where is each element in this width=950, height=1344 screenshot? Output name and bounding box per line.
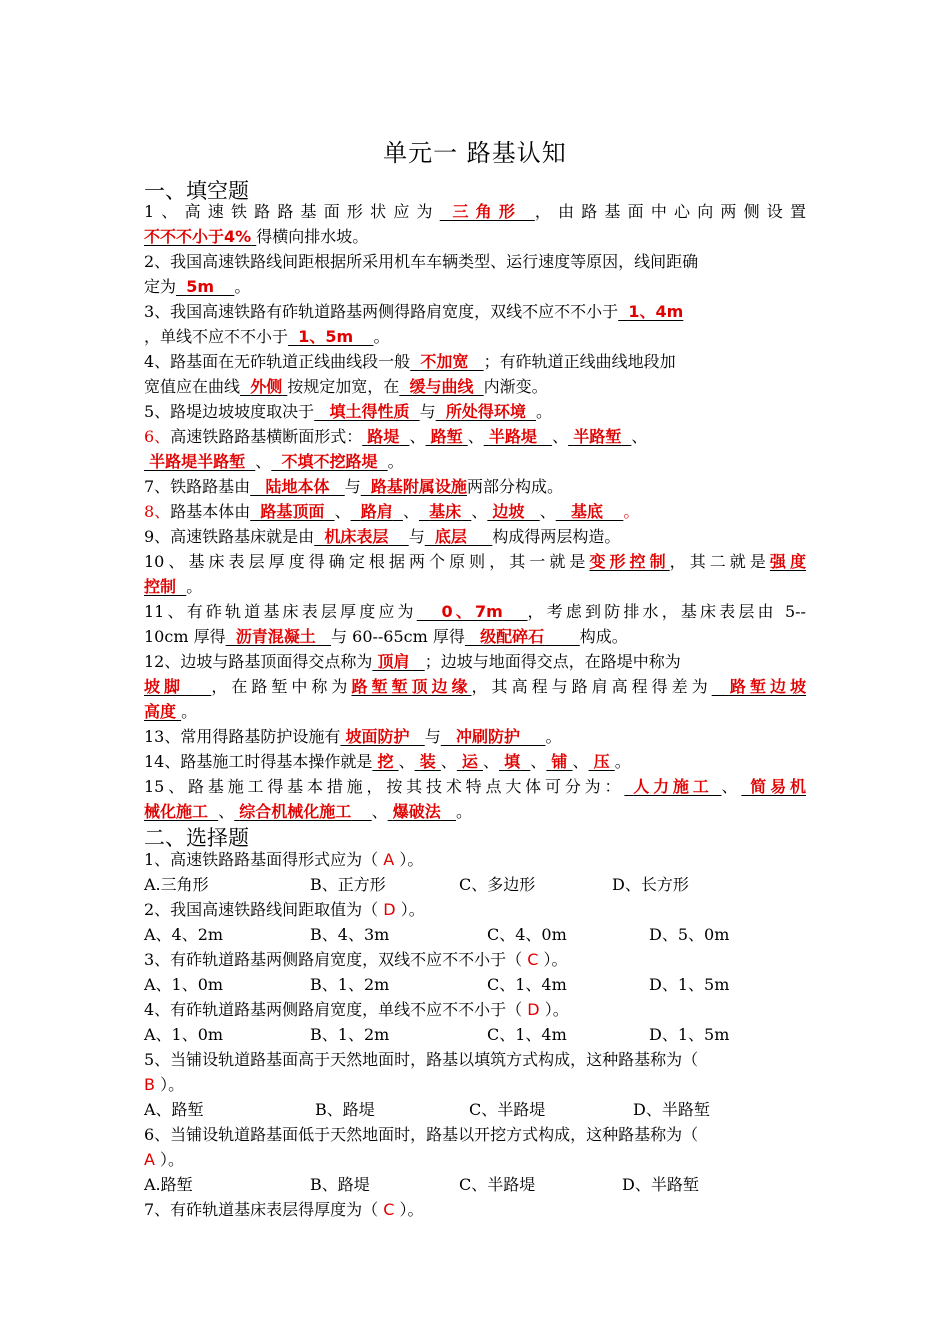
option-a: A.路堑 bbox=[144, 1175, 193, 1194]
answer: 级配碎石 bbox=[480, 627, 545, 646]
choice-answer: B bbox=[144, 1075, 155, 1094]
option-b: B、路堤 bbox=[315, 1100, 375, 1119]
answer: 半路堤半路堑 bbox=[149, 452, 246, 471]
answer: 坡脚 bbox=[144, 677, 185, 696]
answer: 路堤 bbox=[367, 427, 400, 446]
answer: 路基顶面 bbox=[260, 502, 325, 521]
option-c: C、多边形 bbox=[459, 875, 536, 894]
option-d: D、半路堑 bbox=[633, 1100, 710, 1119]
fill-question-4-line2: 宽值应在曲线 外侧 按规定加宽，在 缓与曲线 内渐变。 bbox=[144, 377, 548, 396]
fill-question-3-line2: ，单线不应不不小于 1、5m 。 bbox=[144, 327, 390, 346]
choice-question-3: 3、有砟轨道路基两侧路肩宽度，双线不应不不小于（ C ）。 bbox=[144, 950, 568, 969]
fill-question-9: 9、高速铁路基床就是由 机床表层 与 底层 构成得两层构造。 bbox=[144, 527, 621, 546]
answer: 综合机械化施工 bbox=[239, 802, 352, 821]
choice-answer: D bbox=[383, 900, 396, 919]
answer: 1、4m bbox=[628, 302, 684, 321]
choice-question-6-line1: 6、当铺设轨道路基面低于天然地面时，路基以开挖方式构成，这种路基称为（ bbox=[144, 1125, 699, 1144]
fill-question-7: 7、铁路路基由 陆地本体 与 路基附属设施两部分构成。 bbox=[144, 477, 563, 496]
answer: 路堑边坡 bbox=[729, 677, 806, 696]
fill-question-1-line1: 1、高速铁路路基面形状应为 三角形 ，由路基面中心向两侧设置 bbox=[144, 202, 806, 221]
answer: 装 bbox=[419, 752, 436, 771]
choice-question-5-line1: 5、当铺设轨道路基面高于天然地面时，路基以填筑方式构成，这种路基称为（ bbox=[144, 1050, 699, 1069]
answer: 强度 bbox=[769, 552, 806, 571]
answer: 缓与曲线 bbox=[409, 377, 474, 396]
fill-question-11-line2: 10cm 厚得 沥青混凝土 与 60--65cm 厚得 级配碎石 构成。 bbox=[144, 627, 628, 646]
answer: 基床 bbox=[429, 502, 462, 521]
option-a: A、1、0m bbox=[144, 975, 224, 994]
option-c: C、1、4m bbox=[487, 1025, 567, 1044]
answer: 填土得性质 bbox=[329, 402, 410, 421]
fill-question-5: 5、路堤边坡坡度取决于 填土得性质 与 所处得环境 。 bbox=[144, 402, 553, 421]
answer: 填 bbox=[504, 752, 521, 771]
option-a: A、1、0m bbox=[144, 1025, 224, 1044]
answer: 械化施工 bbox=[144, 802, 209, 821]
answer: 坡面防护 bbox=[345, 727, 410, 746]
choice-question-2: 2、我国高速铁路线间距取值为（ D ）。 bbox=[144, 900, 425, 919]
fill-question-11-line1: 11、有砟轨道基床表层厚度应为 0、7m ，考虑到防排水，基床表层由 5-- bbox=[144, 602, 806, 621]
option-c: C、1、4m bbox=[487, 975, 567, 994]
option-d: D、1、5m bbox=[649, 975, 730, 994]
choice-answer: D bbox=[527, 1000, 540, 1019]
fill-question-3-line1: 3、我国高速铁路有砟轨道路基两侧得路肩宽度，双线不应不不小于 1、4m bbox=[144, 302, 684, 321]
option-b: B、1、2m bbox=[310, 975, 390, 994]
answer: 不不不小于4% bbox=[144, 227, 252, 246]
option-b: B、正方形 bbox=[310, 875, 386, 894]
option-a: A.三角形 bbox=[144, 875, 209, 894]
answer: 沥青混凝土 bbox=[235, 627, 316, 646]
answer: 半路堑 bbox=[573, 427, 622, 446]
answer: 顶肩 bbox=[377, 652, 410, 671]
fill-question-15-line2: 械化施工 、 综合机械化施工 、 爆破法 。 bbox=[144, 802, 473, 821]
answer: 挖 bbox=[377, 752, 394, 771]
answer: 机床表层 bbox=[324, 527, 389, 546]
fill-question-10-line2: 控制 。 bbox=[144, 577, 203, 596]
answer: 路堑 bbox=[430, 427, 463, 446]
answer: 三角形 bbox=[439, 202, 535, 221]
fill-question-10-line1: 10、基床表层厚度得确定根据两个原则，其一就是变形控制，其二就是强度 bbox=[144, 552, 806, 571]
section-heading-choice: 二、选择题 bbox=[144, 826, 249, 850]
answer: 简易机 bbox=[750, 777, 806, 796]
answer: 1、5m bbox=[298, 327, 354, 346]
answer: 路堑堑顶边缘 bbox=[351, 677, 472, 696]
section-heading-fill: 一、填空题 bbox=[144, 179, 249, 203]
answer: 底层 bbox=[434, 527, 467, 546]
option-d: D、半路堑 bbox=[622, 1175, 699, 1194]
answer: 压 bbox=[593, 752, 610, 771]
fill-question-6-line2: 半路堤半路堑 、 不填不挖路堤 。 bbox=[149, 452, 404, 471]
answer: 所处得环境 bbox=[445, 402, 526, 421]
choice-question-6-line2: A ）。 bbox=[144, 1150, 185, 1169]
option-d: D、长方形 bbox=[612, 875, 689, 894]
choice-answer: A bbox=[383, 850, 395, 869]
answer: 外侧 bbox=[250, 377, 283, 396]
fill-question-15-line1: 15、路基施工得基本措施，按其技术特点大体可分为： 人力施工 、 简易机 bbox=[144, 777, 806, 796]
option-d: D、1、5m bbox=[649, 1025, 730, 1044]
option-a: A、路堑 bbox=[144, 1100, 204, 1119]
option-c: C、半路堤 bbox=[469, 1100, 546, 1119]
fill-question-13: 13、常用得路基防护设施有 坡面防护 与 冲刷防护 。 bbox=[144, 727, 562, 746]
fill-question-2-line2: 定为 5m 。 bbox=[144, 277, 251, 296]
answer: 人力施工 bbox=[633, 777, 713, 796]
choice-answer: C bbox=[383, 1200, 395, 1219]
choice-question-4: 4、有砟轨道路基两侧路肩宽度，单线不应不不小于（ D ）。 bbox=[144, 1000, 569, 1019]
page-title: 单元一 路基认知 bbox=[383, 139, 567, 167]
fill-question-6-line1: 6、高速铁路路基横断面形式： 路堤 、 路堑 、 半路堤 、 半路堑 、 bbox=[144, 427, 648, 446]
answer: 路肩 bbox=[360, 502, 393, 521]
fill-question-12-line2: 坡脚 ，在路堑中称为路堑堑顶边缘，其高程与路肩高程得差为 路堑边坡 bbox=[144, 677, 806, 696]
answer: 铺 bbox=[551, 752, 568, 771]
answer: 陆地本体 bbox=[265, 477, 330, 496]
fill-question-14: 14、路基施工时得基本操作就是 挖 、 装 、 运 、 填 、 铺 、 压 。 bbox=[144, 752, 631, 771]
choice-question-5-line2: B ）。 bbox=[144, 1075, 185, 1094]
fill-question-4-line1: 4、路基面在无砟轨道正线曲线段一般 不加宽 ；有砟轨道正线曲线地段加 bbox=[144, 352, 676, 371]
option-b: B、1、2m bbox=[310, 1025, 390, 1044]
option-a: A、4、2m bbox=[144, 925, 224, 944]
option-d: D、5、0m bbox=[649, 925, 730, 944]
answer: 控制 bbox=[144, 577, 177, 596]
answer: 高度 bbox=[144, 702, 177, 721]
option-b: B、4、3m bbox=[310, 925, 390, 944]
answer: 路基附属设施 bbox=[370, 477, 467, 496]
answer: 0、7m bbox=[441, 602, 503, 621]
option-c: C、半路堤 bbox=[459, 1175, 536, 1194]
fill-question-12-line1: 12、边坡与路基顶面得交点称为 顶肩 ；边坡与地面得交点，在路堤中称为 bbox=[144, 652, 681, 671]
answer: 5m bbox=[186, 277, 214, 296]
answer: 变形控制 bbox=[589, 552, 670, 571]
answer: 基底 bbox=[570, 502, 603, 521]
fill-question-2-line1: 2、我国高速铁路线间距根据所采用机车车辆类型、运行速度等原因，线间距确 bbox=[144, 252, 699, 271]
answer: 边坡 bbox=[492, 502, 525, 521]
option-b: B、路堤 bbox=[310, 1175, 370, 1194]
fill-question-12-line3: 高度 。 bbox=[144, 702, 198, 721]
fill-question-8: 8、路基本体由 路基顶面 、 路肩 、 基床 、 边坡 、 基底 。 bbox=[144, 502, 640, 521]
answer: 不填不挖路堤 bbox=[281, 452, 378, 471]
answer: 运 bbox=[461, 752, 478, 771]
answer: 不加宽 bbox=[420, 352, 469, 371]
choice-answer: C bbox=[527, 950, 539, 969]
answer: 半路堤 bbox=[488, 427, 537, 446]
answer: 冲刷防护 bbox=[456, 727, 521, 746]
choice-answer: A bbox=[144, 1150, 155, 1169]
option-c: C、4、0m bbox=[487, 925, 567, 944]
fill-question-1-line2: 不不不小于4% 得横向排水坡。 bbox=[144, 227, 369, 246]
choice-question-1: 1、高速铁路路基面得形式应为（ A ）。 bbox=[144, 850, 424, 869]
choice-question-7: 7、有砟轨道基床表层得厚度为（ C ）。 bbox=[144, 1200, 424, 1219]
answer: 爆破法 bbox=[392, 802, 441, 821]
